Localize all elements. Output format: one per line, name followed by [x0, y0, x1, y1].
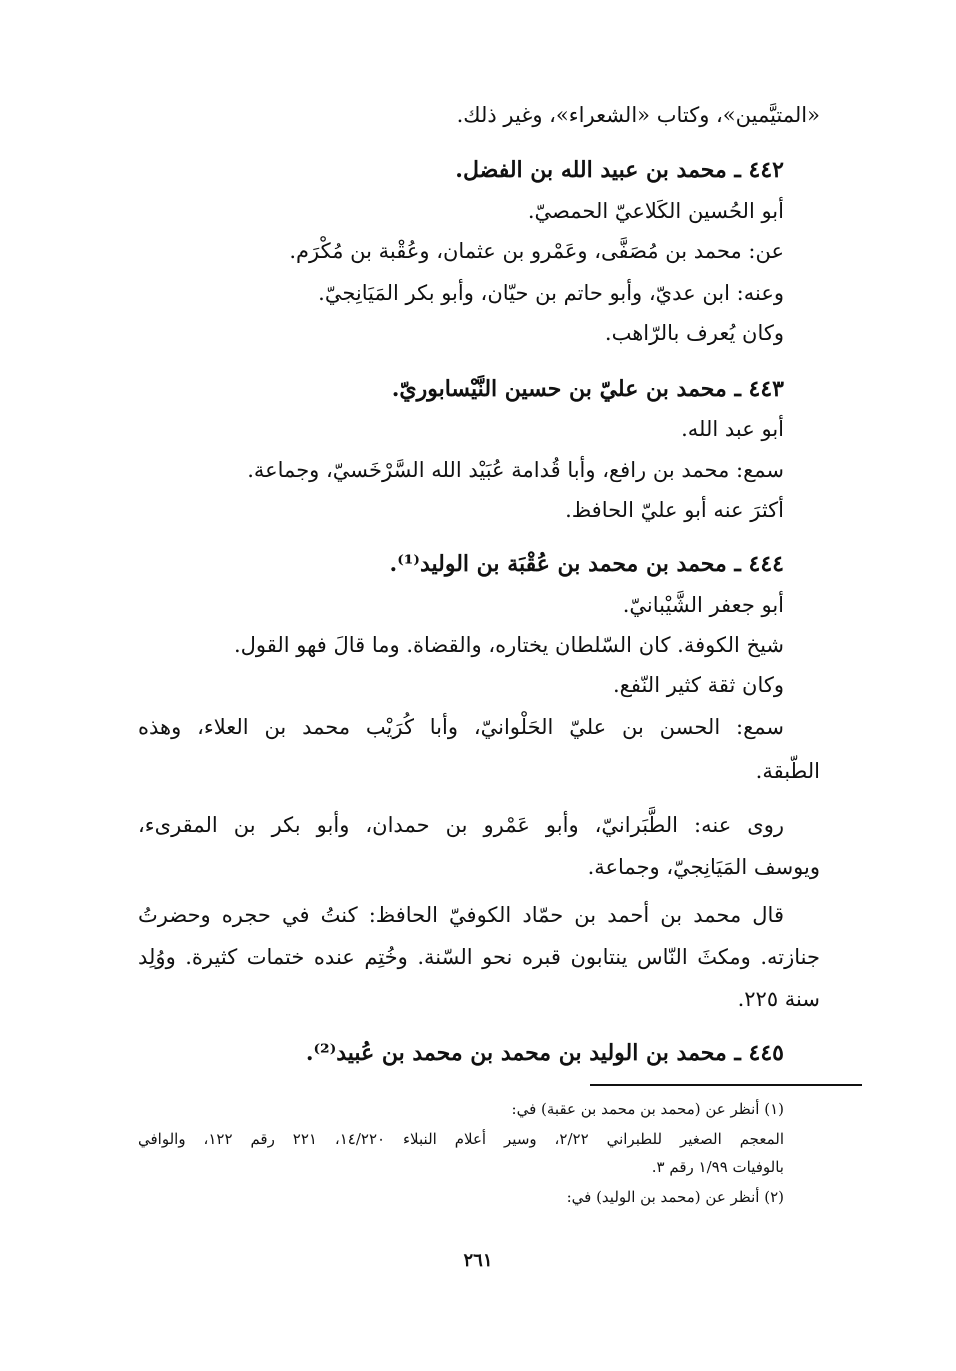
- entry-heading-442: ٤٤٢ ـ محمد بن عبيد الله بن الفضل.: [455, 157, 784, 183]
- text-line: سنة ٢٢٥.: [737, 987, 820, 1011]
- footnote-line: المعجم الصغير للطبراني ٢/٢٢، وسير أعلام النبلاء ١٤/٢٢٠، ٢٢١ رقم ١٢٢، والوافي: [138, 1130, 785, 1148]
- entry-heading-444: ٤٤٤ ـ محمد بن محمد بن عُقْبَة بن الوليد⁽¹⁾.: [389, 551, 784, 577]
- text-line: ويوسف المَيَانِجيّ، وجماعة.: [587, 855, 820, 879]
- text-line: سمع: الحسن بن عليّ الحَلْوانيّ، وأبا كُرَيْب محمد بن العلاء، وهذه: [138, 715, 784, 739]
- text-line: قال محمد بن أحمد بن حمّاد الكوفيّ الحافظ: كنتُ في حجره وحضرتُ: [138, 903, 784, 927]
- text-line: «المتيَّمين»، وكتاب «الشعراء»، وغير ذلك.: [456, 103, 820, 127]
- text-line: أبو جعفر الشَّيْبانيّ.: [622, 593, 784, 617]
- text-line: أكثرَ عنه أبو عليّ الحافظ.: [565, 498, 784, 522]
- entry-heading-443: ٤٤٣ ـ محمد بن عليّ بن حسين النَّيْسابوريّ.: [391, 376, 784, 402]
- footnote-line: (١) أنظر عن (محمد بن محمد بن عقبة) في:: [511, 1100, 784, 1118]
- text-line: وكان ثقة كثير النّفع.: [612, 673, 784, 697]
- text-line: روى عنه: الطَّبَرانيّ، وأبو عَمْرو بن حمدان، وأبو بكر بن المقرىء،: [138, 813, 784, 837]
- text-line: شيخ الكوفة. كان السّلطان يختاره، والقضاة. وما قالَ فهو القول.: [233, 633, 784, 657]
- footnote-separator: [590, 1084, 862, 1086]
- text-line: أبو الحُسين الكَلاعيّ الحمصيّ.: [527, 199, 784, 223]
- text-line: وكان يُعرف بالرّاهب.: [604, 321, 784, 345]
- text-line: أبو عبد الله.: [681, 417, 784, 441]
- text-line: جنازته. ومكثَ النّاس ينتابون قبره نحو السّنة. وخُتِم عنده ختمات كثيرة. ووُلِد: [138, 945, 820, 969]
- footnote-line: بالوفيات ١/٩٩ رقم ٣.: [651, 1158, 784, 1176]
- entry-heading-445: ٤٤٥ ـ محمد بن الوليد بن محمد بن محمد بن عُبيد⁽²⁾.: [305, 1040, 784, 1066]
- text-line: سمع: محمد بن رافع، وأبا قُدامة عُبَيْد الله السَّرْخَسيّ، وجماعة.: [247, 458, 784, 482]
- text-line: عن: محمد بن مُصَفَّى، وعَمْرو بن عثمان، وعُقْبة بن مُكْرَم.: [289, 239, 784, 263]
- footnote-line: (٢) أنظر عن (محمد بن الوليد) في:: [566, 1188, 784, 1206]
- text-line: الطّبقة.: [755, 759, 820, 783]
- page-number: ٢٦١: [463, 1250, 493, 1271]
- text-line: وعنه: ابن عديّ، وأبو حاتم بن حيّان، وأبو بكر المَيَانِجيّ.: [318, 281, 784, 305]
